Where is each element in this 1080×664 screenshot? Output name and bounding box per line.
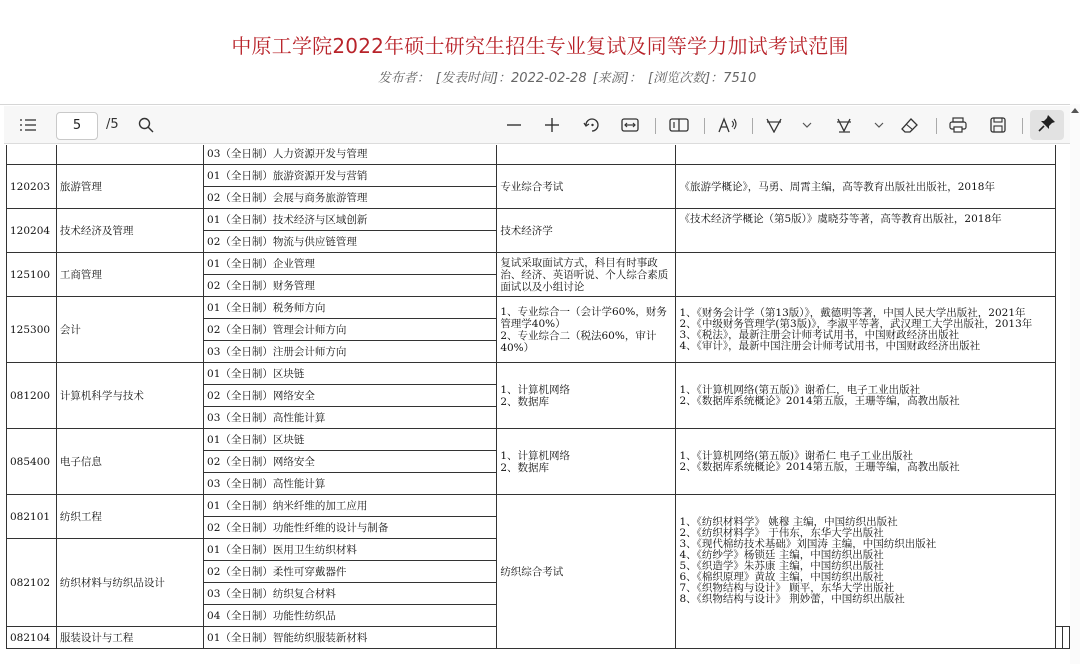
major-code: 085400 [7, 429, 57, 495]
pdf-page [0, 145, 1070, 664]
research-direction: 02（全日制）柔性可穿戴器件 [204, 561, 497, 583]
reference-books [676, 429, 1056, 495]
research-direction: 03（全日制）注册会计师方向 [204, 341, 497, 363]
exam-subject: 1、计算机网络 2、数据库 [497, 363, 676, 429]
reference-books [676, 363, 1056, 429]
draw-icon[interactable] [764, 116, 784, 134]
book-entry: 8、《织物结构与设计》 荆妙蕾，中国纺织出版社 [679, 593, 905, 605]
page-view-icon[interactable] [668, 116, 690, 134]
research-direction: 01（全日制）区块链 [204, 363, 497, 385]
book-entry: 1、《计算机网络(第五版)》谢希仁 电子工业出版社 [679, 449, 913, 462]
research-direction: 01（全日制）旅游资源开发与营销 [204, 165, 497, 187]
major-code: 082102 [7, 539, 57, 627]
zoom-in-icon[interactable] [542, 116, 562, 134]
major-code: 082101 [7, 495, 57, 539]
exam-subject [1056, 627, 1063, 649]
research-direction: 01（全日制）区块链 [204, 429, 497, 451]
major-name: 电子信息 [56, 429, 203, 495]
viewer-top-border [0, 104, 1080, 105]
zoom-out-icon[interactable] [504, 116, 524, 134]
publisher-label: 发布者： [377, 71, 430, 86]
book-entry: 3、《现代棉纺技术基础》刘国涛 主编，中国纺织出版社 [679, 538, 937, 550]
research-direction: 04（全日制）功能性纺织品 [204, 605, 497, 627]
exam-subject [497, 145, 676, 165]
toolbar-divider [936, 118, 937, 134]
exam-subject: 1、计算机网络 2、数据库 [497, 429, 676, 495]
scroll-up-arrow[interactable] [1071, 108, 1079, 113]
view-count: [浏览次数]：7510 [648, 71, 757, 86]
major-name: 纺织工程 [56, 495, 203, 539]
article-meta [0, 67, 1080, 86]
search-icon[interactable] [136, 116, 156, 134]
vertical-scrollbar[interactable] [1070, 104, 1080, 664]
reference-books: 《旅游学概论》，马勇、周霄主编，高等教育出版社出版社，2018年 [676, 165, 1056, 209]
major-code: 125300 [7, 297, 57, 363]
chevron-down-icon[interactable] [800, 116, 814, 134]
exam-subject: 复试采取面试方式，科目有时事政治、经济、英语听说、个人综合素质面试以及小组讨论 [497, 253, 676, 297]
research-direction: 03（全日制）高性能计算 [204, 407, 497, 429]
book-entry: 3、《税法》，最新注册会计师考试用书，中国财政经济出版社 [679, 328, 960, 341]
major-name [56, 145, 203, 165]
reference-books [676, 495, 1056, 649]
contents-icon[interactable] [18, 116, 38, 134]
exam-subject: 纺织综合考试 [497, 495, 676, 649]
table-row [7, 363, 1070, 385]
print-icon[interactable] [948, 116, 968, 134]
research-direction: 02（全日制）财务管理 [204, 275, 497, 297]
research-direction: 01（全日制）智能纺织服装新材料 [204, 627, 497, 649]
major-code: 082104 [7, 627, 57, 649]
toolbar-divider [655, 118, 656, 134]
book-entry: 1、《财务会计学（第13版）》，戴德明等著，中国人民大学出版社，2021年 [679, 306, 1026, 319]
major-code: 120203 [7, 165, 57, 209]
book-entry: 2、《数据库系统概论》2014第五版，王珊等编，高教出版社 [679, 460, 960, 473]
research-direction: 03（全日制）高性能计算 [204, 473, 497, 495]
table-row [7, 165, 1070, 187]
book-entry: 6、《棉织原理》黄故 主编，中国纺织出版社 [679, 571, 884, 583]
book-entry: 7、《织物结构与设计》 顾平，东华大学出版社 [679, 582, 895, 594]
book-entry: 1、《纺织材料学》 姚穆 主编，中国纺织出版社 [679, 516, 898, 528]
reference-books [676, 145, 1056, 165]
chevron-down-icon[interactable] [872, 116, 886, 134]
pin-icon [1038, 114, 1056, 136]
research-direction: 02（全日制）物流与供应链管理 [204, 231, 497, 253]
publish-time: [发表时间]：2022-02-28 [435, 71, 587, 86]
book-entry: 2、《中级财务管理学(第3版)》，李淑平等著，武汉理工大学出版社，2013年 [679, 317, 1033, 330]
major-name: 会计 [56, 297, 203, 363]
table-row [7, 209, 1070, 231]
major-code: 120204 [7, 209, 57, 253]
table-row [7, 253, 1070, 275]
exam-subject: 1、专业综合一（会计学60%，财务管理学40%） 2、专业综合二（税法60%，审计40%） [497, 297, 676, 363]
read-aloud-icon[interactable] [716, 116, 740, 134]
research-direction: 01（全日制）企业管理 [204, 253, 497, 275]
major-name: 服装设计与工程 [56, 627, 203, 649]
table-row [7, 297, 1070, 319]
reference-books [676, 297, 1056, 363]
major-code: 125100 [7, 253, 57, 297]
research-direction: 01（全日制）技术经济与区域创新 [204, 209, 497, 231]
pin-toolbar-button[interactable] [1030, 110, 1064, 140]
exam-subject: 技术经济学 [497, 209, 676, 253]
major-code: 081200 [7, 363, 57, 429]
research-direction: 02（全日制）功能性纤维的设计与制备 [204, 517, 497, 539]
book-entry: 1、《计算机网络(第五版)》谢希仁，电子工业出版社 [679, 383, 921, 396]
book-entry: 4、《审计》，最新中国注册会计师考试用书，中国财政经济出版社 [679, 339, 981, 352]
page-title: 中原工学院2022年硕士研究生招生专业复试及同等学力加试考试范围 [231, 34, 849, 58]
research-direction: 01（全日制）纳米纤维的加工应用 [204, 495, 497, 517]
toolbar-divider [1022, 118, 1023, 134]
reference-books [676, 253, 1056, 297]
rotate-icon[interactable] [582, 116, 602, 134]
exam-scope-table [6, 145, 1070, 649]
eraser-icon[interactable] [900, 116, 920, 134]
page-total: /5 [106, 117, 119, 132]
page-number-input[interactable]: 5 [56, 112, 98, 140]
exam-subject: 专业综合考试 [497, 165, 676, 209]
research-direction: 02（全日制）管理会计师方向 [204, 319, 497, 341]
book-entry: 2、《纺织材料学》 于伟东，东华大学出版社 [679, 527, 884, 539]
book-entry: 4、《纺纱学》杨锁廷 主编，中国纺织出版社 [679, 549, 884, 561]
pdf-toolbar [4, 106, 1070, 144]
major-code [7, 145, 57, 165]
save-icon[interactable] [988, 116, 1008, 134]
table-row [7, 145, 1070, 165]
major-name: 技术经济及管理 [56, 209, 203, 253]
research-direction: 02（全日制）网络安全 [204, 385, 497, 407]
source-label: [来源]： [592, 71, 642, 86]
major-name: 纺织材料与纺织品设计 [56, 539, 203, 627]
research-direction: 01（全日制）税务师方向 [204, 297, 497, 319]
toolbar-divider [704, 118, 705, 134]
toolbar-divider [752, 118, 753, 134]
research-direction: 02（全日制）会展与商务旅游管理 [204, 187, 497, 209]
research-direction: 03（全日制）纺织复合材料 [204, 583, 497, 605]
major-name: 旅游管理 [56, 165, 203, 209]
page-header [0, 0, 1080, 104]
research-direction: 03（全日制）人力资源开发与管理 [204, 145, 497, 165]
major-name: 计算机科学与技术 [56, 363, 203, 429]
highlight-icon[interactable] [834, 116, 854, 134]
book-entry: 5、《织造学》朱苏康 主编，中国纺织出版社 [679, 560, 884, 572]
research-direction: 01（全日制）医用卫生纺织材料 [204, 539, 497, 561]
table-row [7, 495, 1070, 517]
book-entry: 2、《数据库系统概论》2014第五版，王珊等编，高教出版社 [679, 394, 960, 407]
major-name: 工商管理 [56, 253, 203, 297]
table-row [7, 429, 1070, 451]
fit-width-icon[interactable] [620, 116, 640, 134]
reference-books: 《技术经济学概论（第5版）》虞晓芬等著，高等教育出版社，2018年 [676, 209, 1056, 253]
reference-books [1063, 627, 1070, 649]
research-direction: 02（全日制）网络安全 [204, 451, 497, 473]
